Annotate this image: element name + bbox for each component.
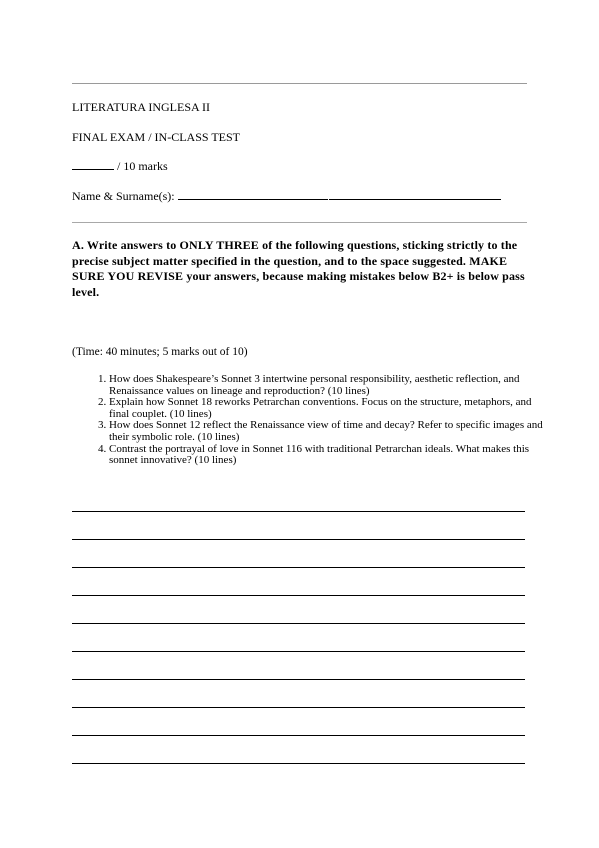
answer-line[interactable] xyxy=(72,539,525,540)
answer-line[interactable] xyxy=(72,735,525,736)
question-item: 3. How does Sonnet 12 reflect the Renaissance view of time and decay? Refer to specific images and their symbolic role. (10 lines) xyxy=(109,420,554,443)
section-divider xyxy=(72,222,527,223)
answer-line[interactable] xyxy=(72,707,525,708)
marks-line xyxy=(72,158,168,173)
answer-line[interactable] xyxy=(72,763,525,764)
course-title: LITERATURA INGLESA II xyxy=(72,100,210,114)
answer-line[interactable] xyxy=(72,567,525,568)
name-line xyxy=(72,188,501,203)
marks-label: / 10 marks xyxy=(114,159,168,173)
surname-field[interactable] xyxy=(329,188,501,200)
question-item: 2. Explain how Sonnet 18 reworks Petrarchan conventions. Focus on the structure, metaphors, and final couplet. (10 lines) xyxy=(109,397,554,420)
time-note: (Time: 40 minutes; 5 marks out of 10) xyxy=(72,346,248,358)
answer-line[interactable] xyxy=(72,623,525,624)
exam-title: FINAL EXAM / IN-CLASS TEST xyxy=(72,130,241,144)
name-field[interactable] xyxy=(178,188,328,200)
answer-line[interactable] xyxy=(72,511,525,512)
top-divider xyxy=(72,83,527,84)
question-item: 1. How does Shakespeare’s Sonnet 3 intertwine personal responsibility, aesthetic reflection, and Renaissance values on lineage and reproduction? (10 lines) xyxy=(109,374,554,397)
question-item: 4. Contrast the portrayal of love in Sonnet 116 with traditional Petrarchan ideals. What makes this sonnet innovative? (10 lines) xyxy=(109,444,554,467)
answer-line[interactable] xyxy=(72,595,525,596)
name-label: Name & Surname(s): xyxy=(72,189,178,203)
answer-line[interactable] xyxy=(72,679,525,680)
marks-blank[interactable] xyxy=(72,158,114,170)
answer-line[interactable] xyxy=(72,651,525,652)
question-list xyxy=(90,374,554,467)
section-a-instructions: A. Write answers to ONLY THREE of the following questions, sticking strictly to the precise subject matter specified in the question, and to the space suggested. MAKE SURE YOU REVISE your answers, because making mistakes below B2+ is below pass level. xyxy=(72,238,525,299)
